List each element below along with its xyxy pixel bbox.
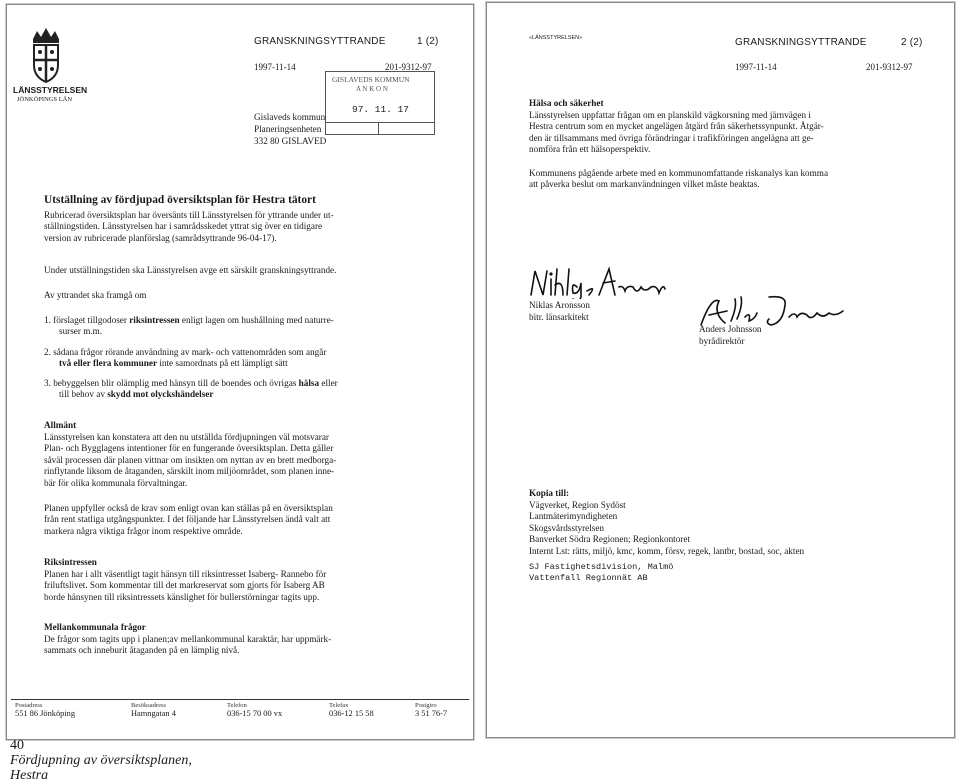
signatory-1-name: Niklas Aronsson	[529, 300, 590, 310]
kopia-item: Banverket Södra Regionen; Regionkontoret	[529, 534, 691, 545]
kopia-item: Skogsvårdsstyrelsen	[529, 522, 605, 533]
signatory-1-title: bitr. länsarkitekt	[529, 312, 589, 322]
caption-line-1: Fördjupning av översiktsplanen,	[10, 753, 192, 768]
stamp-date: 97. 11. 17	[352, 104, 410, 115]
crown-crest-icon	[27, 25, 65, 85]
kopia-item: Vägverket, Region Sydöst	[529, 500, 626, 510]
footer-telefax: Telefax 036-12 15 58	[329, 702, 374, 718]
section-heading-allmant: Allmänt	[44, 420, 77, 430]
kommunens-paragraph: Kommunens pågående arbete med en kommunomfattande riskanalys kan komma att påverka beslut om markanvändningen vilket måste beaktas.	[529, 168, 829, 190]
stamp-divider-v	[378, 122, 379, 134]
doc-reference: 201-9312-97	[866, 62, 913, 72]
address-line-3: 332 80 GISLAVED	[254, 136, 327, 146]
doc-reference: 201-9312-97	[385, 62, 432, 72]
stamp-line-1: GISLAVEDS KOMMUN	[332, 75, 410, 84]
intro-line: ställningstiden. Länsstyrelsen har i samrådsskedet yttrat sig över en tidigare	[44, 221, 323, 232]
kopia-typed-line-2: Vattenfall Regionnät AB	[529, 573, 648, 583]
intro-line: Rubricerad översiktsplan har översänts till Länsstyrelsen för yttrande under ut-	[44, 210, 334, 220]
doc-type: GRANSKNINGSYTTRANDE	[735, 37, 867, 48]
list-item-3: 3. bebyggelsen blir olämplig med hänsyn till de boendes och övrigas hälsa eller	[44, 378, 338, 388]
caption-line-2: Hestra	[10, 768, 49, 783]
address-line-2: Planeringsenheten	[254, 124, 322, 134]
list-item-2: 2. sådana frågor rörande användning av mark- och vattenområden som angår	[44, 347, 327, 357]
footer-besoksadress: Besöksadress Hamngatan 4	[131, 702, 176, 718]
document-title: Utställning av fördjupad översiktsplan för Hestra tätort	[44, 194, 316, 206]
signature-aronsson-icon	[527, 265, 667, 299]
doc-date: 1997-11-14	[254, 62, 296, 72]
stamp-line-2: A N K O N	[356, 85, 388, 93]
list-item-1-cont: surser m.m.	[59, 326, 103, 336]
list-item-3-cont: till behov av skydd mot olyckshändelser	[59, 389, 214, 399]
section-heading-mellankommunala: Mellankommunala frågor	[44, 622, 146, 632]
emphasis: två eller flera kommuner	[59, 358, 158, 368]
caption-page-number: 40	[10, 738, 24, 753]
footer-telefon: Telefon 036-15 70 00 vx	[227, 702, 283, 718]
intro-paragraph	[44, 210, 334, 244]
document-page-1	[6, 4, 474, 740]
kopia-item: Lantmäterimyndigheten	[529, 511, 618, 522]
emphasis: hälsa	[298, 378, 320, 388]
section-heading-halsa: Hälsa och säkerhet	[529, 98, 604, 108]
footer-rule	[11, 699, 469, 700]
signatory-2-name: Anders Johnsson	[699, 324, 762, 334]
kopia-list	[529, 500, 804, 557]
small-logo-text: «LÄNSSTYRELSEN»	[529, 35, 583, 41]
list-item-1: 1. förslaget tillgodoser riksintressen enligt lagen om hushållning med naturre-	[44, 315, 334, 325]
doc-type: GRANSKNINGSYTTRANDE	[254, 36, 386, 47]
section-heading-riksintressen: Riksintressen	[44, 557, 97, 567]
document-page-2	[486, 2, 955, 738]
riksintressen-paragraph: Planen har i allt väsentligt tagit hänsyn till riksintresset Isaberg- Rannebo för friluftslivet. Som kommentar till det markreservat som gjorts för Isaberg AB borde hänsynen till riksintressets känslighet för bullerstörningar tagits upp.	[44, 569, 327, 602]
intro-line: version av rubricerade planförslag (samrådsyttrande 96-04-17).	[44, 232, 277, 243]
doc-date: 1997-11-14	[735, 62, 777, 72]
kopia-item: Internt Lst: rätts, miljö, kmc, komm, försv, regek, lantbr, bostad, soc, akten	[529, 545, 805, 556]
signatory-2-title: byrådirektör	[699, 336, 745, 346]
halsa-paragraph: Länsstyrelsen uppfattar frågan om en planskild vägkorsning med järnvägen i Hestra centrum som en mycket angelägen åtgärd från säkerhetssynpunkt. Åtgär- den är tillsammans med övriga förändringar i trafikföringen angelägna att ge- nomföra från ett hälsoperspektiv.	[529, 110, 824, 155]
received-stamp	[325, 71, 435, 135]
logo-text: LÄNSSTYRELSEN	[13, 85, 88, 95]
address-line-1: Gislaveds kommun	[254, 112, 326, 122]
section-heading-kopia: Kopia till:	[529, 488, 570, 498]
emphasis: riksintressen	[129, 315, 180, 325]
allmant-paragraph: Länsstyrelsen kan konstatera att den nu utställda fördjupningen väl motsvarar Plan- och Bygglagens intentioner för en fungerande översiktsplan. Detta gäller såväl processen där planen vittnar om insikten om nyttan av en brett medborga- rinflytande liksom de åtaganden, särskilt inom miljöområdet, som planen inne- bär för olika kommunala förvaltningar.	[44, 432, 337, 488]
av-paragraph: Av yttrandet ska framgå om	[44, 290, 147, 300]
logo-subtext: JÖNKÖPINGS LÄN	[17, 96, 73, 103]
mellankommunala-paragraph: De frågor som tagits upp i planen;av mellankommunal karaktär, har uppmärk- sammats och inneburit åtaganden på en lämplig nivå.	[44, 634, 332, 656]
kopia-typed-line-1: SJ Fastighetsdivision, Malmö	[529, 562, 674, 572]
emphasis: skydd mot olyckshändelser	[107, 389, 214, 399]
stamp-divider	[326, 122, 434, 123]
page-number: 1 (2)	[417, 36, 439, 47]
footer-postgiro: Postgiro 3 51 76-7	[415, 702, 448, 718]
list-item-2-cont: två eller flera kommuner inte samordnats på ett lämpligt sätt	[59, 358, 288, 368]
page-number: 2 (2)	[901, 37, 923, 48]
under-paragraph: Under utställningstiden ska Länsstyrelsen avge ett särskilt granskningsyttrande.	[44, 265, 337, 275]
planen-paragraph: Planen uppfyller också de krav som enligt ovan kan ställas på en översiktsplan från rent statliga utgångspunkter. I det följande har Länsstyrelsen ändå valt att markera några viktiga frågor inom respektive område.	[44, 503, 333, 536]
footer-postadress: Postadress 551 86 Jönköping	[15, 702, 76, 718]
